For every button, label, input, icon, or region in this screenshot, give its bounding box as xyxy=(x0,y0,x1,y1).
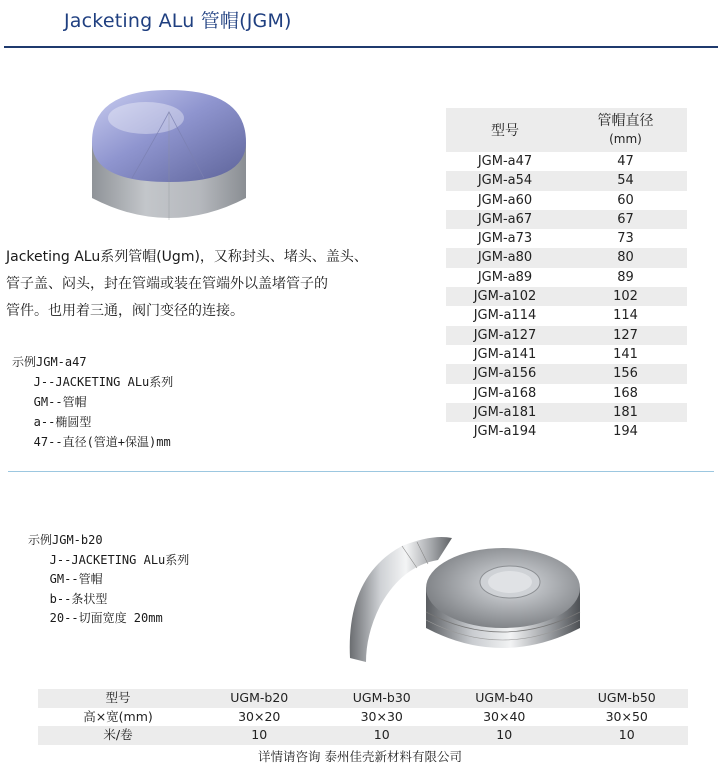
model-cell: JGM-a89 xyxy=(477,269,533,285)
diameter-cell: 73 xyxy=(617,231,634,247)
model-cell: JGM-a127 xyxy=(473,327,537,343)
table-body xyxy=(446,152,687,441)
example-line: J--JACKETING ALu系列 xyxy=(12,375,174,389)
table-row xyxy=(446,191,687,210)
model-cell: JGM-a54 xyxy=(477,173,533,189)
title-divider xyxy=(4,46,718,48)
table-cell: UGM-b30 xyxy=(352,690,411,705)
table-row xyxy=(446,287,687,306)
model-cell: JGM-a67 xyxy=(477,211,533,227)
model-cell: JGM-a181 xyxy=(473,404,537,420)
model-cell: JGM-a168 xyxy=(473,385,537,401)
table-cell: 10 xyxy=(373,727,390,742)
header-diameter-label: 管帽直径 xyxy=(597,113,654,129)
example-line: 示例JGM-b20 xyxy=(28,533,103,547)
elliptical-cap-image xyxy=(84,70,254,240)
diameter-cell: 156 xyxy=(613,366,638,382)
table-row xyxy=(446,268,687,287)
table-row xyxy=(446,210,687,229)
example-line: a--椭圆型 xyxy=(12,415,92,429)
table-row xyxy=(446,384,687,403)
model-cell: JGM-a114 xyxy=(473,308,537,324)
model-cell: JGM-a194 xyxy=(473,424,537,440)
example-a-legend xyxy=(12,352,173,452)
diameter-cell: 80 xyxy=(617,250,634,266)
table-row xyxy=(446,345,687,364)
example-line: 47--直径(管道+保温)mm xyxy=(12,435,171,449)
example-b-legend xyxy=(28,531,189,629)
row-label: 型号 xyxy=(105,690,131,705)
table-cell: 10 xyxy=(251,727,268,742)
table-cell: UGM-b20 xyxy=(230,690,289,705)
table-row xyxy=(446,403,687,422)
diameter-cell: 89 xyxy=(617,269,634,285)
strip-cap-image xyxy=(342,516,592,662)
header-diameter xyxy=(564,108,687,152)
section-divider xyxy=(8,471,714,472)
example-line: b--条状型 xyxy=(28,591,108,606)
diameter-cell: 181 xyxy=(613,404,638,420)
row-label: 高×宽(mm) xyxy=(83,708,153,724)
diameter-cell: 127 xyxy=(613,327,638,343)
example-line: 20--切面宽度 20mm xyxy=(28,611,163,625)
table-cell: UGM-b40 xyxy=(475,690,534,705)
diameter-cell: 47 xyxy=(617,154,634,169)
table-row xyxy=(446,306,687,325)
table-cell: 30×50 xyxy=(605,708,648,724)
model-cell: JGM-a102 xyxy=(473,289,537,305)
table-row xyxy=(446,248,687,267)
table-cell: 10 xyxy=(618,727,635,742)
example-line: 示例JGM-a47 xyxy=(12,355,87,369)
description-line: 管子盖、闷头，封在管端或装在管端外以盖堵管子的 xyxy=(6,276,328,292)
table-row xyxy=(38,708,688,727)
table-header xyxy=(446,108,687,152)
model-cell: JGM-a156 xyxy=(473,366,537,382)
table-row xyxy=(446,326,687,345)
header-diameter-unit: (mm) xyxy=(609,132,642,146)
table-row xyxy=(446,152,687,171)
description-line: Jacketing ALu系列管帽(Ugm)，又称封头、堵头、盖头、 xyxy=(6,249,368,265)
example-line: GM--管帽 xyxy=(28,572,103,586)
example-line: GM--管帽 xyxy=(12,395,87,409)
product-description xyxy=(6,244,426,325)
footer-contact: 详情请咨询 泰州佳壳新材料有限公司 xyxy=(258,749,462,764)
model-cell: JGM-a141 xyxy=(473,346,537,362)
table-row xyxy=(446,422,687,441)
table-cell: 10 xyxy=(496,727,513,742)
model-cell: JGM-a47 xyxy=(477,154,533,169)
table-cell: 30×30 xyxy=(360,708,403,724)
table-cell: UGM-b50 xyxy=(597,690,656,705)
diameter-cell: 102 xyxy=(613,289,638,305)
cap-diameter-table xyxy=(446,108,687,441)
diameter-cell: 168 xyxy=(613,385,638,401)
diameter-cell: 141 xyxy=(613,346,638,362)
table-row xyxy=(38,689,688,708)
diameter-cell: 54 xyxy=(617,173,634,189)
table-row xyxy=(446,229,687,248)
diameter-cell: 60 xyxy=(617,192,634,208)
table-cell: 30×40 xyxy=(483,708,526,724)
header-model: 型号 xyxy=(491,123,519,139)
model-cell: JGM-a80 xyxy=(477,250,533,266)
table-row xyxy=(446,364,687,383)
table-row xyxy=(446,171,687,190)
row-label: 米/卷 xyxy=(103,727,133,742)
model-cell: JGM-a73 xyxy=(477,231,533,247)
example-line: J--JACKETING ALu系列 xyxy=(28,552,190,567)
model-cell: JGM-a60 xyxy=(477,192,533,208)
description-line: 管件。也用着三通，阀门变径的连接。 xyxy=(6,303,244,319)
page-title: Jacketing ALu 管帽(JGM) xyxy=(64,10,292,32)
table-row xyxy=(38,726,688,745)
diameter-cell: 114 xyxy=(613,308,638,324)
diameter-cell: 194 xyxy=(613,424,638,440)
diameter-cell: 67 xyxy=(617,211,634,227)
strip-spec-table xyxy=(38,689,688,745)
table-cell: 30×20 xyxy=(238,708,281,724)
